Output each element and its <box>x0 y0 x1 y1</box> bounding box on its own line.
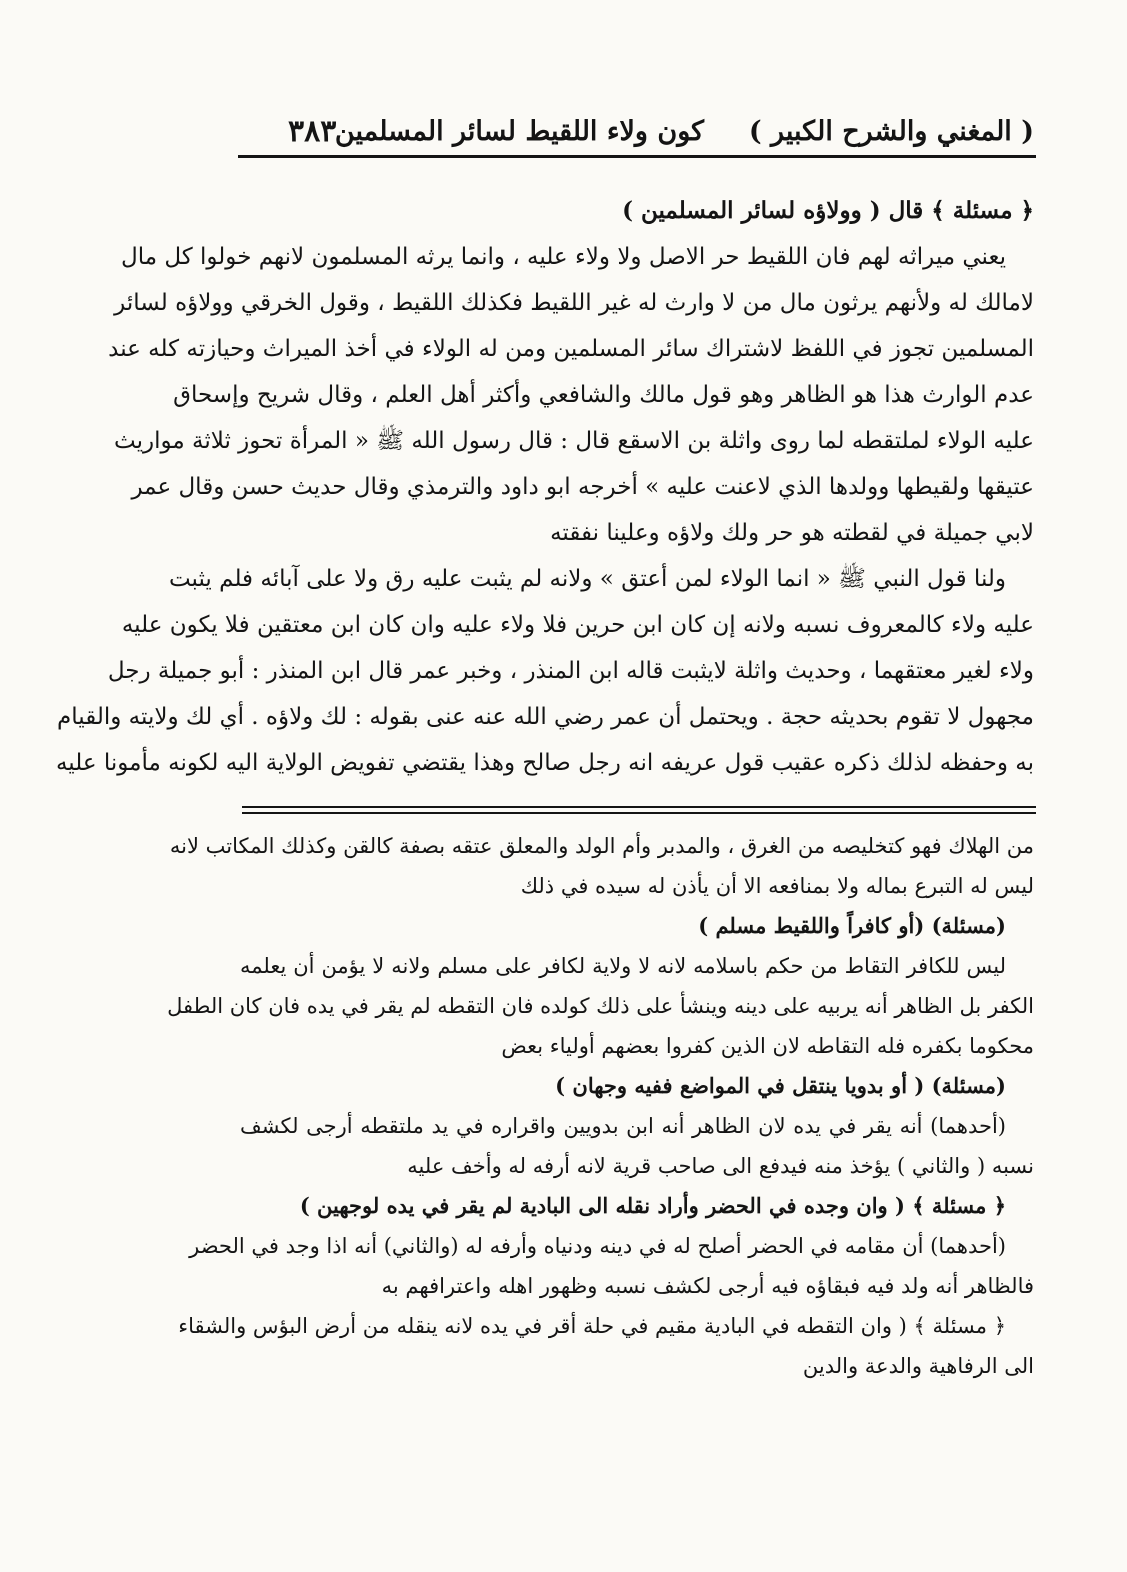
text-line: من الهلاك فهو كتخليصه من الغرق ، والمدبر وأم الولد والمعلق عتقه بصفة كالقن وكذلك المكاتب لانه <box>169 834 1034 858</box>
issue-heading: ﴿ مسئلة ﴾ قال ( وولاؤه لسائر المسلمين ) <box>622 197 1034 224</box>
text-line: (أحدهما) أن مقامه في الحضر أصلح له في دينه ودنياه وأرفه له (والثاني) أنه اذا وجد في الحضر <box>189 1234 1006 1258</box>
section-divider <box>242 812 1036 814</box>
text-line: مجهول لا تقوم بحديثه حجة . ويحتمل أن عمر رضي الله عنه عنى بقوله : لك ولاؤه . أي لك ولايته والقيام <box>57 704 1034 730</box>
text-line: يعني ميراثه لهم فان اللقيط حر الاصل ولا ولاء عليه ، وانما يرثه المسلمون لانهم خولوا كل مال <box>121 244 1006 270</box>
text-line: نسبه ( والثاني ) يؤخذ منه فيدفع الى صاحب قرية لانه أرفه له وأخف عليه <box>407 1154 1034 1178</box>
text-line: ﴿ مسئلة ﴾ ( وان التقطه في البادية مقيم في حلة أقر في يده لانه ينقله من أرض البؤس والشقاء <box>178 1314 1006 1338</box>
text-line: ولاء لغير معتقهما ، وحديث واثلة لايثبت قاله ابن المنذر ، وخبر عمر قال ابن المنذر : أبو جميلة رجل <box>107 658 1034 684</box>
text-line: عتيقها ولقيطها وولدها الذي لاعنت عليه » أخرجه ابو داود والترمذي وقال حديث حسن وقال عمر <box>131 474 1034 500</box>
section-title: كون ولاء اللقيط لسائر المسلمين <box>334 116 704 147</box>
text-line: عليه ولاء كالمعروف نسبه ولانه إن كان ابن حرين فلا ولاء عليه وان كان ابن معتقين فلا يكون عليه <box>121 612 1034 638</box>
text-line: لابي جميلة في لقطته هو حر ولك ولاؤه وعلينا نفقته <box>550 520 1034 546</box>
header-rule <box>238 155 1036 158</box>
page-number: ٣٨٣ <box>288 114 337 149</box>
issue-heading: (مسئلة) ( أو بدويا ينتقل في المواضع ففيه وجهان ) <box>555 1073 1006 1098</box>
book-title: ( المغني والشرح الكبير ) <box>748 116 1034 147</box>
section-divider <box>242 806 1036 808</box>
text-line: عدم الوارث هذا هو الظاهر وهو قول مالك والشافعي وأكثر أهل العلم ، وقال شريح وإسحاق <box>173 382 1034 408</box>
text-line: الى الرفاهية والدعة والدين <box>802 1354 1034 1378</box>
text-line: به وحفظه لذلك ذكره عقيب قول عريفه انه رجل صالح وهذا يقتضي تفويض الولاية اليه لكونه مأمونا عليه <box>55 750 1034 776</box>
text-line: ولنا قول النبي ﷺ « انما الولاء لمن أعتق » ولانه لم يثبت عليه رق ولا على آبائه فلم يثبت <box>168 566 1006 592</box>
text-line: عليه الولاء لملتقطه لما روى واثلة بن الاسقع قال : قال رسول الله ﷺ « المرأة تحوز ثلاثة مواريث <box>114 428 1034 454</box>
text-line: ليس له التبرع بماله ولا بمنافعه الا أن يأذن له سيده في ذلك <box>520 874 1034 898</box>
main-text <box>55 188 1034 786</box>
issue-heading: ﴿ مسئلة ﴾ ( وان وجده في الحضر وأراد نقله الى البادية لم يقر في يده لوجهين ) <box>299 1193 1006 1218</box>
issue-heading: (مسئلة) (أو كافراً واللقيط مسلم ) <box>698 913 1006 938</box>
text-line: (أحدهما) أنه يقر في يده لان الظاهر أنه ابن بدويين واقراره في يد ملتقطه أرجى لكشف <box>240 1114 1006 1138</box>
text-line: فالظاهر أنه ولد فيه فبقاؤه فيه أرجى لكشف نسبه وظهور اهله واعترافهم به <box>381 1274 1034 1298</box>
text-line: ليس للكافر التقاط من حكم باسلامه لانه لا ولاية لكافر على مسلم ولانه لا يؤمن أن يعلمه <box>240 954 1006 978</box>
text-line: الكفر بل الظاهر أنه يربيه على دينه وينشأ على ذلك كولده فان التقطه لم يقر في يده فان كان الطفل <box>167 994 1034 1018</box>
commentary-text <box>167 826 1034 1386</box>
text-line: محكوما بكفره فله التقاطه لان الذين كفروا بعضهم أولياء بعض <box>501 1034 1034 1058</box>
text-line: المسلمين تجوز في اللفظ لاشتراك سائر المسلمين ومن له الولاء في أخذ الميراث وحيازته كله عند <box>108 336 1034 362</box>
text-line: لامالك له ولأنهم يرثون مال من لا وارث له غير اللقيط فكذلك اللقيط ، وقول الخرقي وولاؤه لسائر <box>114 290 1034 316</box>
running-header <box>240 112 1034 156</box>
